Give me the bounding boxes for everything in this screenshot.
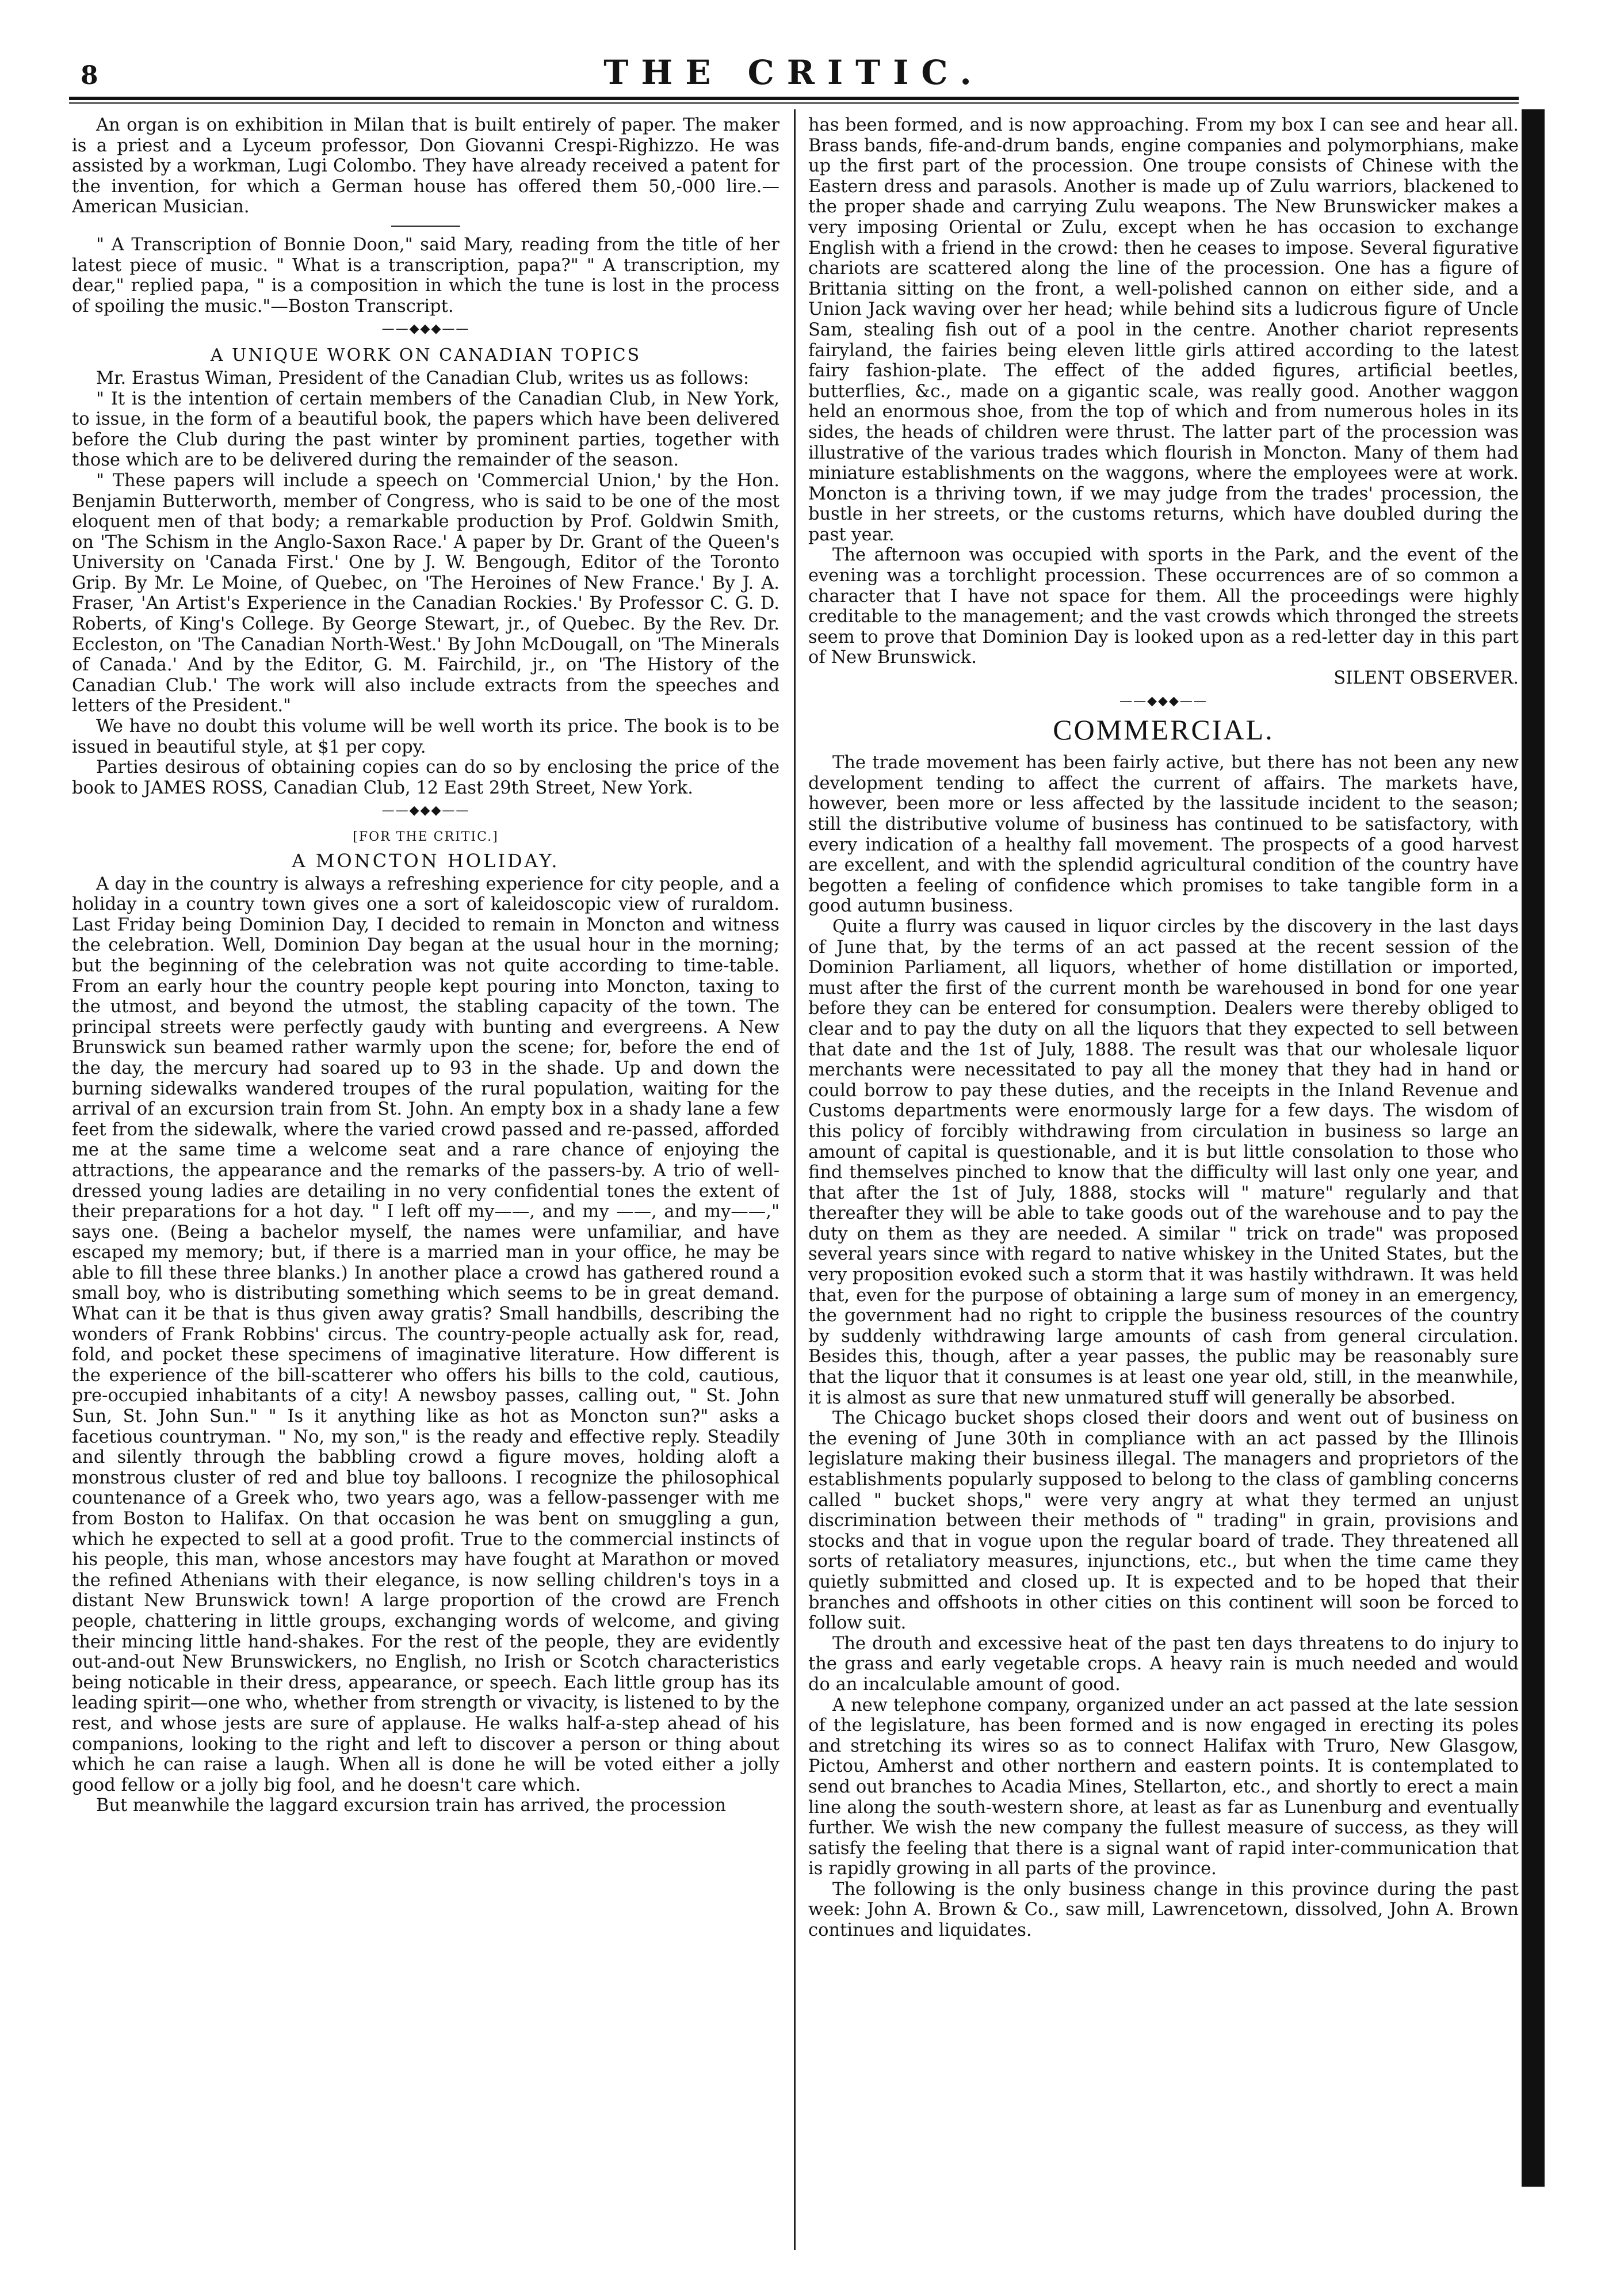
moncton-continued-paragraph: The afternoon was occupied with sports in the Park, and the event of the evening was a torchlight procession. These occurrences are of so common a character that I have not space for them. All the proceedings were highly creditable to the management; and the vast crowds which thronged the streets seem to prove that Dominion Day is looked upon as a red-letter day in this part of New Brunswick. bbox=[808, 545, 1519, 668]
masthead-title: THE CRITIC. bbox=[603, 53, 984, 92]
commercial-paragraph: A new telephone company, organized under an act passed at the late session of the legislature, has been formed and is now engaged in erecting its poles and stretching its wires so as to connect Halifax with Truro, New Glasgow, Pictou, Amherst and other northern and eastern points. It is contemplated to send out branches to Acadia Mines, Stellarton, etc., and shortly to erect a main line along the south-western shore, at least as far as Lunenburg and eventually further. We wish the new company the fullest measure of success, as they will satisfy the feeling that there is a signal want of rapid inter-communication that is rapidly growing in all parts of the province. bbox=[808, 1695, 1519, 1879]
moncton-for-line: [FOR THE CRITIC.] bbox=[353, 830, 499, 845]
unique-work-heading: A UNIQUE WORK ON CANADIAN TOPICS bbox=[210, 345, 641, 366]
ornament-divider: ——◆◆◆—— bbox=[381, 322, 470, 337]
ornament-divider: ——◆◆◆—— bbox=[381, 803, 470, 818]
unique-work-paragraph: " These papers will include a speech on 'Commercial Union,' by the Hon. Benjamin Butterworth, member of Congress, who is said to be one of the most eloquent men of that body; a remarkable production by Prof. Goldwin Smith, on 'The Schism in the Anglo-Saxon Race.' A paper by Dr. Grant of the Queen's University on 'Canada First.' One by J. W. Bengough, Editor of the Toronto Grip. By Mr. Le Moine, of Quebec, on 'The Heroines of New France.' By J. A. Fraser, 'An Artist's Experience in the Canadian Rockies.' By Professor C. G. D. Roberts, of King's College. By George Stewart, jr., of Quebec. By the Rev. Dr. Eccleston, on 'The Canadian North-West.' By John McDougall, on 'The Minerals of Canada.' And by the Editor, G. M. Fairchild, jr., on 'The History of the Canadian Club.' The work will also include extracts from the speeches and letters of the President." bbox=[72, 470, 779, 716]
header-rule-thin bbox=[69, 102, 1519, 104]
commercial-section bbox=[808, 713, 1519, 1941]
ornament-divider: ——◆◆◆—— bbox=[1119, 693, 1207, 708]
moncton-heading: A MONCTON HOLIDAY. bbox=[292, 850, 560, 872]
scan-edge-bar bbox=[1522, 109, 1545, 2187]
commercial-heading: COMMERCIAL. bbox=[1053, 713, 1274, 746]
moncton-paragraph: But meanwhile the laggard excursion train has arrived, the procession bbox=[96, 1795, 726, 1816]
short-divider bbox=[391, 226, 460, 227]
commercial-paragraph: The following is the only business change in this province during the past week: John A. Brown & Co., saw mill, Lawrencetown, dissolved, John A. Brown continues and liquidates. bbox=[808, 1879, 1519, 1941]
unique-work-paragraph: Parties desirous of obtaining copies can do so by enclosing the price of the book to JAMES ROSS, Canadian Club, 12 East 29th Street, New York. bbox=[72, 757, 779, 798]
commercial-paragraph: The drouth and excessive heat of the past ten days threatens to do injury to the grass and early vegetable crops. A heavy rain is much needed and would do an incalculable amount of good. bbox=[808, 1633, 1519, 1695]
unique-work-paragraph: We have no doubt this volume will be well worth its price. The book is to be issued in beautiful style, at $1 per copy. bbox=[72, 716, 779, 757]
header-rule bbox=[69, 97, 1519, 100]
commercial-paragraph: The trade movement has been fairly active, but there has not been any new development tending to affect the current of affairs. The markets have, however, been more or less affected by the lassitude incident to the season; still the distributive volume of business has continued to be satisfactory, with every indication of a healthy fall movement. The prospects of a good harvest are excellent, and with the splendid agricultural condition of the country have begotten a feeling of confidence which promises to take tangible form in a good autumn business. bbox=[808, 753, 1519, 917]
left-column bbox=[72, 115, 779, 2244]
unique-work-paragraph: Mr. Erastus Wiman, President of the Canadian Club, writes us as follows: bbox=[96, 368, 750, 388]
organ-article: An organ is on exhibition in Milan that is built entirely of paper. The maker is a priest and a Lyceum professor, Don Giovanni Crespi-Righizzo. He was assisted by a workman, Lugi Colombo. They have already received a patent for the invention, for which a German house has offered them 50,-000 lire.—American Musician. bbox=[72, 115, 779, 218]
unique-work-article bbox=[72, 345, 779, 798]
moncton-paragraph: A day in the country is always a refreshing experience for city people, and a holiday in a country town gives one a sort of kaleidoscopic view of ruraldom. Last Friday being Dominion Day, I decided to remain in Moncton and witness the celebration. Well, Dominion Day began at the usual hour in the morning; but the beginning of the celebration was not quite according to time-table. From an early hour the country people kept pouring into Moncton, taxing to the utmost, and beyond the utmost, the stabling capacity of the town. The principal streets were perfectly gaudy with bunting and evergreens. A New Brunswick sun beamed rather warmly upon the scene; for, before the end of the day, the mercury had soared up to 93 in the shade. Up and down the burning sidewalks wandered troupes of the rural population, waiting for the arrival of an excursion train from St. John. An empty box in a shady lane a few feet from the sidewalk, where the varied crowd passed and re-passed, afforded me at the same time a welcome seat and a rare chance of enjoying the attractions, the appearance and the remarks of the passers-by. A trio of well-dressed young ladies are detailing in no very confidential tones the extent of their preparations for a hot day. " I left off my——, and my ——, and my——," says one. (Being a bachelor myself, the names were unfamiliar, and have escaped my memory; but, if there is a married man in your office, he may be able to fill these three blanks.) In another place a crowd has gathered round a small boy, who is distributing something which seems to be in great demand. What can it be that is thus given away gratis? Small handbills, describing the wonders of Frank Robbins' circus. The country-people actually ask for, read, fold, and pocket these specimens of imaginative literature. How different is the experience of the bill-scatterer who offers his bills to the cold, cautious, pre-occupied inhabitants of a city! A newsboy passes, calling out, " St. John Sun, St. John Sun." " Is it anything like as hot as Moncton sun?" asks a facetious countryman. " No, my son," is the ready and effective reply. Steadily and silently through the babbling crowd a figure moves, holding aloft a monstrous cluster of red and blue toy balloons. I recognize the philosophical countenance of a Greek who, two years ago, was a fellow-passenger with me from Boston to Halifax. On that occasion he was bent on smuggling a gun, which he expected to sell at a good profit. True to the commercial instincts of his people, this man, whose ancestors may have fought at Marathon or moved the refined Athenians with their elegance, is now selling children's toys in a distant New Brunswick town! A large proportion of the crowd are French people, chattering in little groups, exchanging words of welcome, and giving their mincing little hand-shakes. For the rest of the people, they are evidently out-and-out New Brunswickers, no English, no Irish or Scotch characteristics being noticable in their dress, appearance, or speech. Each little group has its leading spirit—one who, whether from strength or vivacity, is listened to by the rest, and whose jests are sure of applause. He walks half-a-step ahead of his companions, looking to the right and left to discover a person or thing about which he can raise a laugh. When all is done he will be voted either a jolly good fellow or a jolly big fool, and he doesn't care which. bbox=[72, 874, 779, 1795]
column-rule bbox=[794, 109, 796, 2250]
page-number: 8 bbox=[81, 61, 98, 90]
unique-work-paragraph: " It is the intention of certain members of the Canadian Club, in New York, to issue, in the form of a beautiful book, the papers which have been delivered before the Club during the past winter by prominent parties, together with those which are to be delivered during the remainder of the season. bbox=[72, 388, 779, 471]
right-column bbox=[808, 115, 1519, 2244]
commercial-paragraph: The Chicago bucket shops closed their doors and went out of business on the evening of June 30th in compliance with an act passed by the Illinois legislature making their business illegal. The managers and proprietors of the establishments popularly supposed to belong to the class of gambling concerns called " bucket shops," were very angry at what they termed an unjust discrimination between their methods of " trading" in grain, provisions and stocks and that in vogue upon the regular board of trade. They threatened all sorts of retaliatory measures, injunctions, etc., but when the time came they quietly submitted and closed up. It is expected and to be hoped that their branches and offshoots in other cities on this continent will soon be forced to follow suit. bbox=[808, 1408, 1519, 1634]
moncton-article bbox=[72, 827, 779, 1816]
moncton-continued-paragraph: has been formed, and is now approaching. From my box I can see and hear all. Brass bands, fife-and-drum bands, engine companies and polymorphians, make up the first part of the procession. One troupe consists of Chinese with the Eastern dress and parasols. Another is made up of Zulu warriors, blackened to the proper shade and carrying Zulu weapons. The New Brunswicker makes a very imposing Oriental or Zulu, except when he has occasion to exchange English with a friend in the crowd: then he ceases to impose. Several figurative chariots are scattered along the line of the procession. One has a figure of Brittania sitting on the front, a well-polished cannon on either side, and a Union Jack waving over her head; while behind sits a ludicrous figure of Uncle Sam, stealing fish out of a pool in the centre. Another chariot represents fairyland, the fairies being eleven little girls attired according to the latest fairy fashion-plate. The effect of the added figures, artificial beetles, butterflies, &c., made on a gigantic scale, was really good. Another waggon held an enormous shoe, from the top of which and from numerous holes in its sides, the heads of children were thrust. The latter part of the procession was illustrative of the various trades which flourish in Moncton. Many of them had miniature establishments on the waggons, where the employees were at work. Moncton is a thriving town, if we may judge from the trades' procession, the bustle in her streets, or the customs returns, which have doubled during the past year. bbox=[808, 115, 1519, 545]
author-signature: SILENT OBSERVER. bbox=[1333, 668, 1519, 689]
commercial-paragraph: Quite a flurry was caused in liquor circles by the discovery in the last days of June that, by the terms of an act passed at the recent session of the Dominion Parliament, all liquors, whether of home distillation or imported, must after the first of the current month be warehoused in bond for one year before they can be entered for consumption. Dealers were thereby obliged to clear and to pay the duty on all the liquors that they expected to sell between that date and the 1st of July, 1888. The result was that our wholesale liquor merchants were necessitated to pay all the money that they had in hand or could borrow to pay these duties, and the receipts in the Inland Revenue and Customs departments were enormously large for a few days. The wisdom of this policy of forcibly withdrawing from circulation in business so large an amount of capital is questionable, and it is but little consolation to those who find themselves pinched to know that the difficulty will last only one year, and that after the 1st of July, 1888, stocks will " mature" regularly and that thereafter they will be able to take goods out of the warehouse and to pay the duty on them as they are needed. A similar " trick on trade" was proposed several years since with regard to native whiskey in the United States, but the very proposition evoked such a storm that it was hastily withdrawn. It was held that, even for the purpose of obtaining a large sum of money in an emergency, the government had no right to cripple the business resources of the country by suddenly withdrawing large amounts of cash from general circulation. Besides this, though, after a year passes, the public may be reasonably sure that the liquor that it consumes is at least one year old, still, in the meanwhile, it is almost as sure that new unmatured stuff will generally be absorbed. bbox=[808, 916, 1519, 1408]
bonnie-doon-article: " A Transcription of Bonnie Doon," said Mary, reading from the title of her latest piece of music. " What is a transcription, papa?" " A transcription, my dear," replied papa, " is a composition in which the tune is lost in the process of spoiling the music."—Boston Transcript. bbox=[72, 234, 779, 316]
